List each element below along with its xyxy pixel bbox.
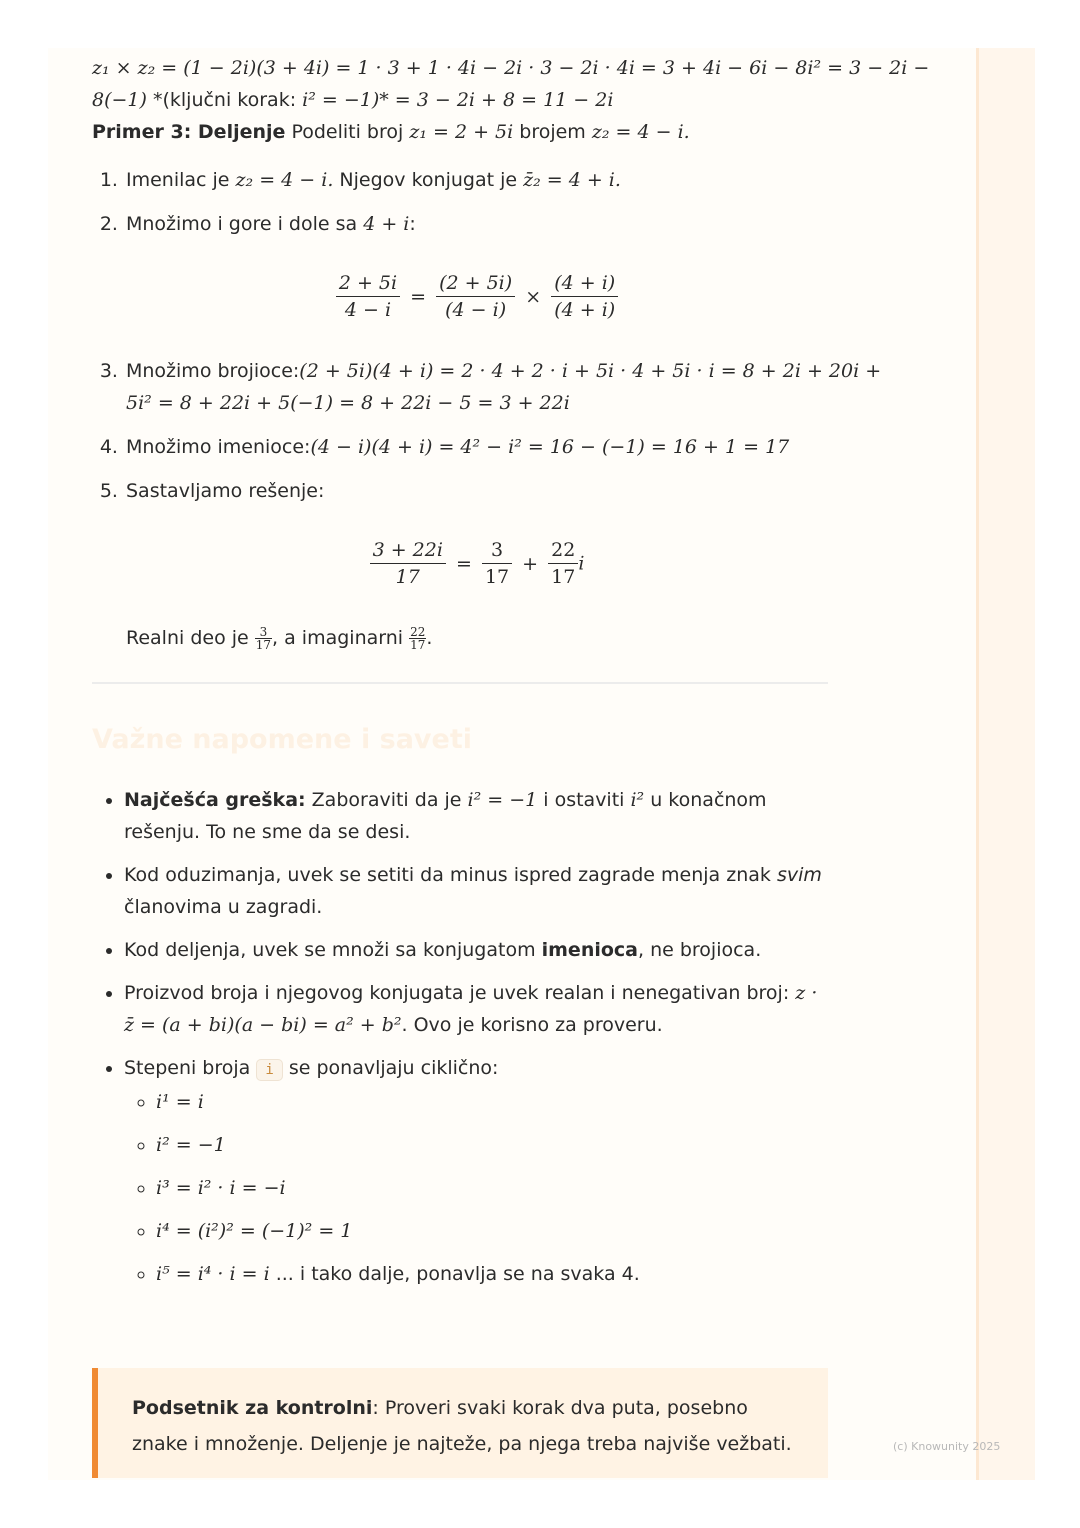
note-text: . Ovo je korisno za proveru. [401, 1014, 663, 1036]
notes-section-title: Važne napomene i saveti [92, 724, 473, 755]
power-math: i⁵ = i⁴ · i = i [156, 1263, 270, 1285]
document-body [92, 52, 930, 1301]
step-text: , a imaginarni [272, 627, 410, 649]
note-emphasis: svim [776, 864, 822, 886]
step-math: (2 + 5i)(4 + i) = 2 · 4 + 2 · i + 5i · 4 + 5i · i = 8 + 2i + 20i + [299, 360, 882, 382]
note-item [124, 1052, 828, 1290]
denominator: 17 [551, 566, 576, 588]
conjugate-multiplication-formula [126, 270, 828, 323]
example-3-heading [92, 116, 828, 148]
times-sign: × [525, 285, 542, 308]
imaginary-unit: i [578, 552, 585, 575]
note-text: , ne brojioca. [638, 939, 762, 961]
denominator: 17 [484, 566, 510, 588]
callout-text: : Proveri svaki korak dva puta, posebno znake i množenje. Deljenje je najteže, pa njega treba najviše vežbati. [132, 1397, 792, 1455]
step-text: Njegov konjugat je [333, 169, 524, 191]
real-imaginary-parts [126, 622, 828, 654]
note-text: Kod deljenja, uvek se množi sa konjugatom [124, 939, 542, 961]
step-math: (4 − i)(4 + i) = 4² − i² = 16 − (−1) = 16 + 1 = 17 [310, 436, 790, 458]
note-item [124, 934, 828, 966]
exam-reminder-callout [92, 1368, 828, 1478]
math-fragment: i² = −1)* = 3 − 2i + 8 = 11 − 2i [302, 89, 614, 111]
power-item: ◦ i² = −1 [156, 1129, 828, 1161]
step-2 [124, 208, 828, 323]
numerator: (2 + 5i) [436, 270, 515, 297]
denominator: (4 − i) [445, 299, 507, 321]
step-math: z̄₂ = 4 + i. [523, 169, 621, 191]
fraction [436, 270, 515, 323]
example-3-title: Primer 3: Deljenje [92, 121, 286, 143]
note-text: se ponavljaju ciklično: [282, 1057, 499, 1079]
numerator: 3 + 22i [370, 537, 446, 564]
note-math: i² [630, 789, 645, 811]
math-fragment: 8(−1) [92, 89, 153, 111]
note-text: Stepeni broja [124, 1057, 257, 1079]
note-math: z · [795, 982, 818, 1004]
note-math: i² = −1 [467, 789, 538, 811]
step-3 [124, 355, 882, 419]
step-math: z₂ = 4 − i. [235, 169, 334, 191]
equals-sign: = [410, 285, 427, 308]
note-text: i ostaviti [537, 789, 631, 811]
example-3-text: brojem [513, 121, 592, 143]
numerator: 22 [548, 537, 578, 564]
fraction [370, 537, 446, 590]
step-math: 5i² = 8 + 22i + 5(−1) = 8 + 22i − 5 = 3 + 22i [126, 392, 570, 414]
note-item [124, 784, 828, 848]
step-text: : [409, 213, 416, 235]
step-math: 4 + i [363, 213, 410, 235]
imaginary-part-fraction [409, 626, 426, 651]
numerator: 22 [410, 625, 426, 639]
note-item [124, 859, 828, 923]
copyright-footer: (c) Knowunity 2025 [893, 1440, 1001, 1453]
note-text: Zaboraviti da je [305, 789, 468, 811]
notes-list [92, 784, 828, 1290]
z1-value: z₁ = 2 + 5i [409, 121, 514, 143]
step-text: Množimo imenioce: [126, 436, 311, 458]
step-text: Realni deo je [126, 627, 255, 649]
numerator: 3 [482, 537, 512, 564]
fraction [336, 270, 400, 323]
numerator: (4 + i) [551, 270, 618, 297]
denominator: 17 [255, 638, 272, 652]
right-margin-rail [976, 48, 1035, 1480]
numerator: 2 + 5i [336, 270, 400, 297]
note-text: Kod oduzimanja, uvek se setiti da minus ispred zagrade menja znak [124, 864, 777, 886]
powers-of-i-list [124, 1086, 828, 1290]
note-bold: imenioca [541, 939, 638, 961]
step-text: . [426, 627, 433, 649]
denominator: 4 − i [344, 299, 392, 321]
power-item: ◦ i³ = i² · i = −i [156, 1172, 828, 1204]
multiplication-result-line1: z₁ × z₂ = (1 − 2i)(3 + 4i) = 1 · 3 + 1 · 4i − 2i · 3 − 2i · 4i = 3 + 4i − 6i − 8i² = 3 − 2i − [92, 57, 930, 79]
note-text: članovima u zagradi. [124, 896, 323, 918]
step-1 [124, 164, 828, 196]
power-text: ... i tako dalje, ponavlja se na svaka 4. [269, 1263, 640, 1285]
equals-sign: = [455, 552, 472, 575]
step-4 [124, 431, 828, 463]
note-bold: Najčešća greška: [124, 789, 306, 811]
note-math: z̄ = (a + bi)(a − bi) = a² + b² [124, 1014, 402, 1036]
denominator: 17 [395, 566, 420, 588]
steps-list [92, 164, 882, 654]
power-item: ◦ i⁴ = (i²)² = (−1)² = 1 [156, 1215, 828, 1247]
note-item [124, 977, 828, 1041]
multiplication-result-line2 [92, 84, 828, 116]
denominator: 17 [410, 638, 426, 652]
note-text: Proizvod broja i njegovog konjugata je uvek realan i nenegativan broj: [124, 982, 796, 1004]
step-text: Imenilac je [126, 169, 236, 191]
key-step-note: *(ključni korak: [152, 89, 303, 111]
step-text: Sastavljamo rešenje: [126, 480, 325, 502]
callout-title: Podsetnik za kontrolni [132, 1397, 373, 1419]
fraction [551, 270, 618, 323]
step-text: Množimo brojioce: [126, 360, 300, 382]
fraction [482, 537, 512, 590]
note-text: u konačnom rešenju. To ne sme da se desi. [124, 789, 767, 843]
denominator: (4 + i) [554, 299, 616, 321]
power-item: ◦ i¹ = i [156, 1086, 828, 1118]
real-part-fraction [255, 626, 272, 651]
plus-sign: + [522, 552, 539, 575]
step-text: Množimo i gore i dole sa [126, 213, 364, 235]
fraction [548, 537, 578, 590]
power-item [156, 1258, 828, 1290]
numerator: 3 [255, 626, 272, 639]
section-divider [92, 682, 828, 684]
step-5 [124, 475, 828, 654]
example-3-text: Podeliti broj [285, 121, 410, 143]
inline-code: i [256, 1059, 282, 1081]
z2-value: z₂ = 4 − i. [591, 121, 690, 143]
solution-formula [126, 537, 828, 590]
